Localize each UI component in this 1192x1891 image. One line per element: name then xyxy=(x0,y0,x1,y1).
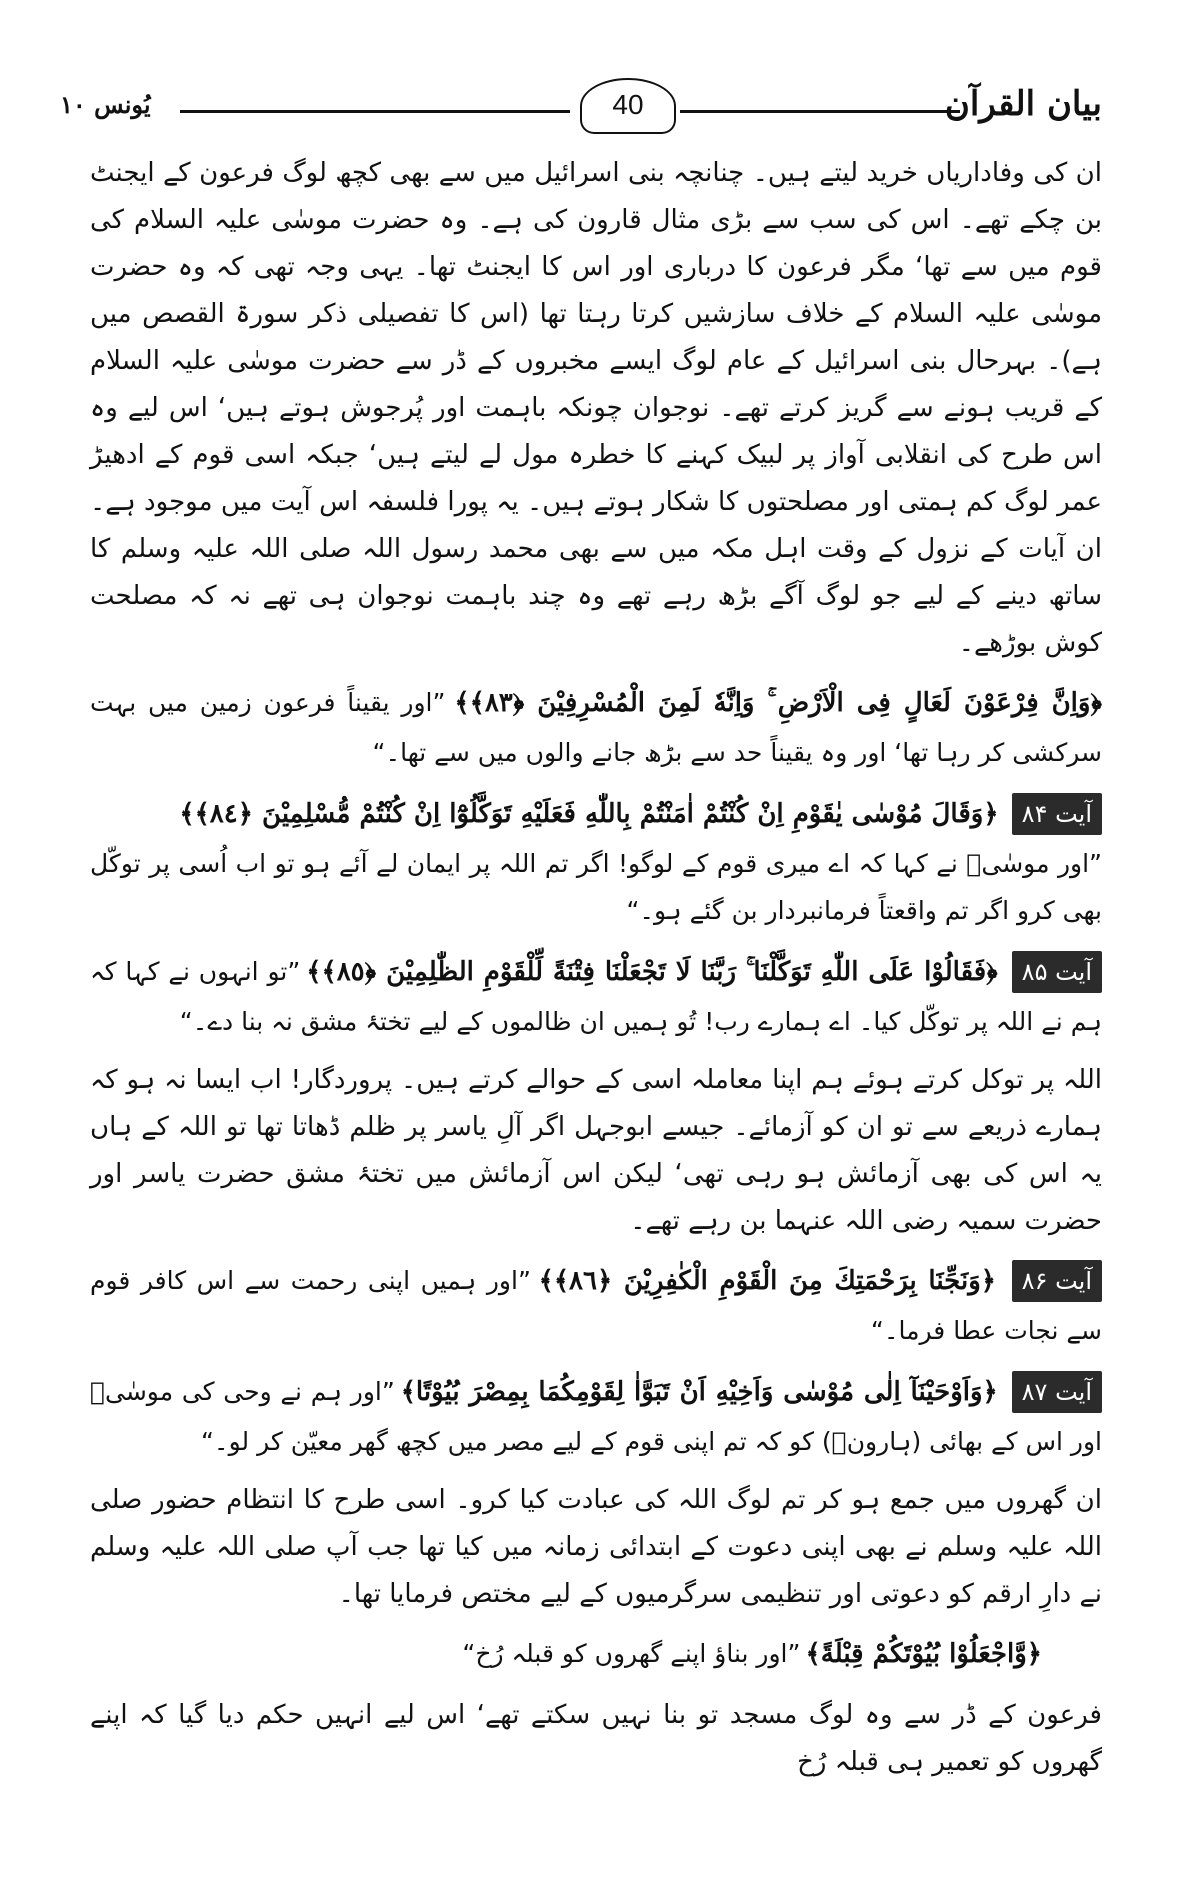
verse-85-arabic: ﴿فَقَالُوْا عَلَی اللّٰهِ تَوَكَّلْنَا ۚ رَبَّنَا لَا تَجْعَلْنَا فِتْنَةً لِّلْقَوْمِ الظّٰلِمِیْنَ ﴿٨٥﴾﴾ xyxy=(306,957,998,987)
ayah-badge-86: آیت ۸۶ xyxy=(1012,1260,1102,1302)
ayah-badge-84: آیت ۸۴ xyxy=(1012,793,1102,835)
verse-83 xyxy=(90,677,1102,776)
paragraph-1: ان کی وفاداریاں خرید لیتے ہیں۔ چنانچہ بنی اسرائیل میں سے بھی کچھ لوگ فرعون کے ایجنٹ بن چکے تھے۔ اس کی سب سے بڑی مثال قارون کی ہے۔ وہ حضرت موسٰی علیہ السلام کی قوم میں سے تھا‘ مگر فرعون کا درباری اور اس کا ایجنٹ تھا۔ یہی وجہ تھی کہ وہ حضرت موسٰی علیہ السلام کے خلاف سازشیں کرتا رہتا تھا (اس کا تفصیلی ذکر سورۃ القصص میں ہے)۔ بہرحال بنی اسرائیل کے عام لوگ ایسے مخبروں کے ڈر سے حضرت موسٰی علیہ السلام کے قریب ہونے سے گریز کرتے تھے۔ نوجوان چونکہ باہمت اور پُرجوش ہوتے ہیں‘ اس لیے وہ اس طرح کی انقلابی آواز پر لبیک کہنے کا خطرہ مول لے لیتے ہیں‘ جبکہ اسی قوم کے ادھیڑ عمر لوگ کم ہمتی اور مصلحتوں کا شکار ہوتے ہیں۔ یہ پورا فلسفہ اس آیت میں موجود ہے۔ ان آیات کے نزول کے وقت اہل مکہ میں سے بھی محمد رسول اللہ صلی اللہ علیہ وسلم کا ساتھ دینے کے لیے جو لوگ آگے بڑھ رہے تھے وہ چند باہمت نوجوان ہی تھے نہ کہ مصلحت کوش بوڑھے۔ xyxy=(90,158,1102,658)
page-header xyxy=(40,78,1152,138)
verse-83-translation: ”اور یقیناً فرعون زمین میں بہت سرکشی کر رہا تھا‘ اور وہ یقیناً حد سے بڑھ جانے والوں میں سے تھا۔“ xyxy=(90,688,1102,767)
verse-87-translation: ”اور ہم نے وحی کی موسٰیؑ اور اس کے بھائی (ہارونؑ) کو کہ تم اپنی قوم کے لیے مصر میں کچھ گھر معیّن کر لو۔“ xyxy=(90,1377,1102,1456)
paragraph-4: فرعون کے ڈر سے وہ لوگ مسجد تو بنا نہیں سکتے تھے‘ اس لیے انہیں حکم دیا گیا کہ اپنے گھروں کو تعمیر ہی قبلہ رُخ xyxy=(90,1700,1102,1777)
verse-87b-translation: ”اور بناؤ اپنے گھروں کو قبلہ رُخ“ xyxy=(462,1639,801,1668)
verse-85-translation: ”تو انہوں نے کہا کہ ہم نے اللہ پر توکّل کیا۔ اے ہمارے رب! تُو ہمیں ان ظالموں کے لیے تختۂ مشق نہ بنا دے۔“ xyxy=(90,957,1102,1036)
verse-86-translation: ”اور ہمیں اپنی رحمت سے اس کافر قوم سے نجات عطا فرما۔“ xyxy=(90,1266,1102,1345)
header-rule-left xyxy=(180,110,570,113)
header-rule-right xyxy=(680,110,960,113)
verse-87 xyxy=(90,1366,1102,1465)
page-body xyxy=(90,150,1102,1796)
verse-87-second-part xyxy=(90,1628,1102,1680)
verse-87b-arabic: ﴿وَّاجْعَلُوْا بُیُوْتَكُمْ قِبْلَةً﴾ xyxy=(805,1639,1042,1669)
paragraph-2: اللہ پر توکل کرتے ہوئے ہم اپنا معاملہ اسی کے حوالے کرتے ہیں۔ پروردگار! اب ایسا نہ ہو کہ ہمارے ذریعے سے تو ان کو آزمائے۔ جیسے ابوجہل اگر آلِ یاسر پر ظلم ڈھاتا تھا تو اللہ کے ہاں یہ اس کی بھی آزمائش ہو رہی تھی‘ لیکن اس آزمائش میں تختۂ مشق حضرت یاسر اور حضرت سمیہ رضی اللہ عنہما بن رہے تھے۔ xyxy=(90,1065,1102,1236)
ayah-badge-87: آیت ۸۷ xyxy=(1012,1371,1102,1413)
paragraph-3: ان گھروں میں جمع ہو کر تم لوگ اللہ کی عبادت کیا کرو۔ اسی طرح کا انتظام حضور صلی اللہ علیہ وسلم نے بھی اپنی دعوت کے ابتدائی زمانہ میں کیا تھا جب آپ صلی اللہ علیہ وسلم نے دارِ ارقم کو دعوتی اور تنظیمی سرگرمیوں کے لیے مختص فرمایا تھا۔ xyxy=(90,1485,1102,1609)
ayah-badge-85: آیت ۸۵ xyxy=(1012,951,1102,993)
verse-86 xyxy=(90,1255,1102,1354)
verse-84-arabic: ﴿وَقَالَ مُوْسٰی یٰقَوْمِ اِنْ كُنْتُمْ اٰمَنْتُمْ بِاللّٰهِ فَعَلَیْهِ تَوَكَّلُوْٓا اِنْ كُنْتُمْ مُّسْلِمِیْنَ ﴿٨٤﴾﴾ xyxy=(179,799,999,829)
book-title: بیان القرآن xyxy=(944,84,1102,124)
verse-87-arabic: ﴿وَاَوْحَیْنَآ اِلٰی مُوْسٰی وَاَخِیْهِ اَنْ تَبَوَّاٰ لِقَوْمِكُمَا بِمِصْرَ بُیُوْتًا﴾ xyxy=(400,1377,998,1407)
verse-84 xyxy=(90,788,1102,934)
verse-85 xyxy=(90,946,1102,1045)
verse-83-arabic: ﴿وَاِنَّ فِرْعَوْنَ لَعَالٍ فِی الْاَرْضِ ۚ وَاِنَّهٗ لَمِنَ الْمُسْرِفِیْنَ ﴿٨٣﴾﴾ xyxy=(454,688,1102,718)
verse-84-translation: ”اور موسٰیؑ نے کہا کہ اے میری قوم کے لوگو! اگر تم اللہ پر ایمان لے آئے ہو تو اب اُسی پر توکّل بھی کرو اگر تم واقعتاً فرمانبردار بن گئے ہو۔“ xyxy=(90,849,1102,925)
surah-name: یُونس ۱۰ xyxy=(60,90,151,119)
page-number: 40 xyxy=(580,78,676,134)
verse-86-arabic: ﴿وَنَجِّنَا بِرَحْمَتِكَ مِنَ الْقَوْمِ الْكٰفِرِیْنَ ﴿٨٦﴾﴾ xyxy=(538,1266,996,1296)
